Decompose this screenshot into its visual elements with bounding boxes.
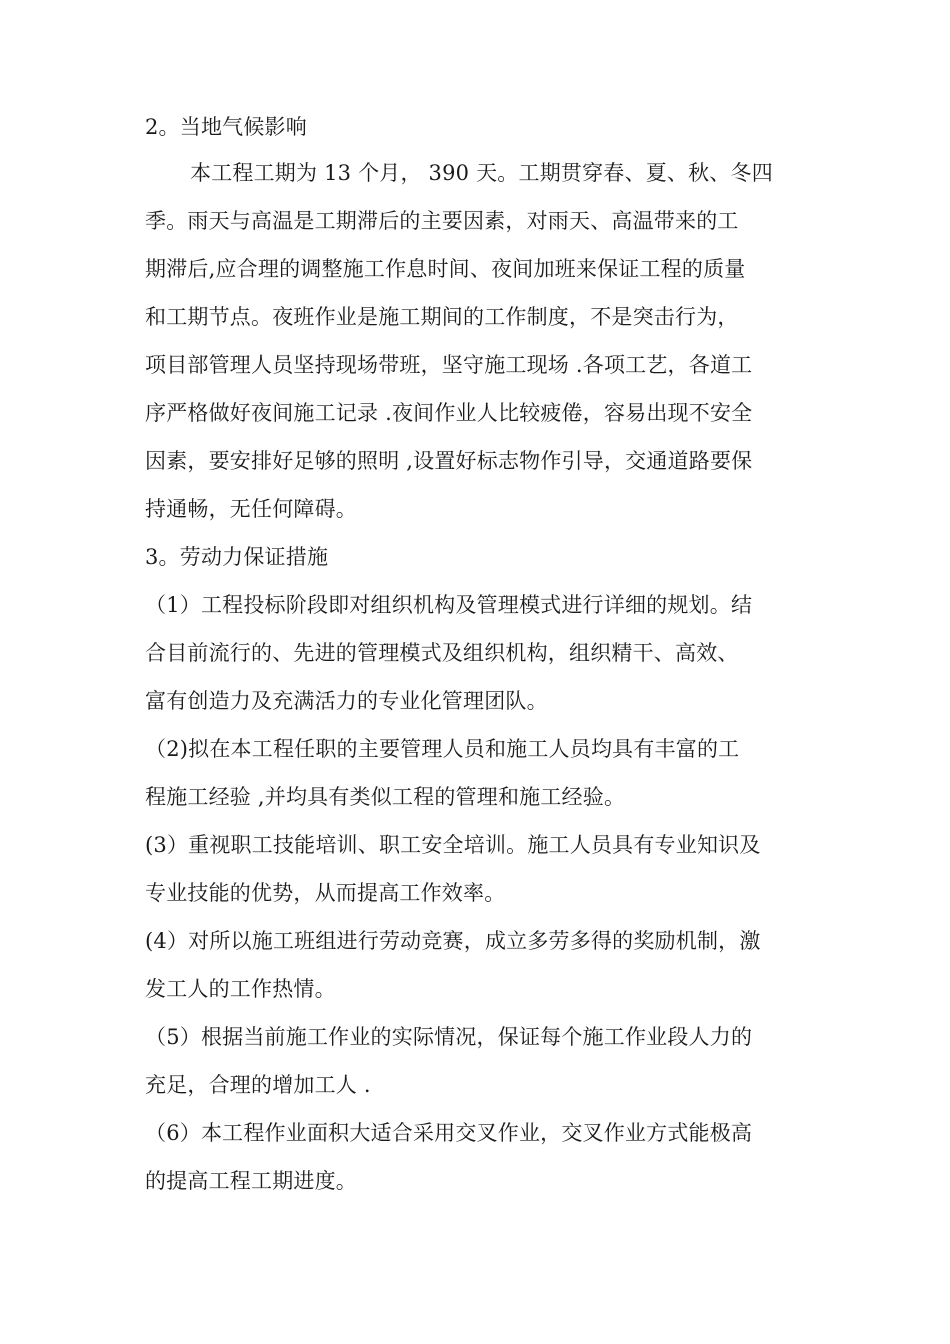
paragraph-line: 序严格做好夜间施工记录 .夜间作业人比较疲倦，容易出现不安全 [145,401,753,425]
list-item-line: (3）重视职工技能培训、职工安全培训。施工人员具有专业知识及 [145,833,761,857]
list-item-line: 发工人的工作热情。 [145,977,336,1001]
list-item-line: （5）根据当前施工作业的实际情况，保证每个施工作业段人力的 [145,1025,753,1049]
list-item-line: 充足，合理的增加工人 . [145,1073,371,1097]
list-item-line: 专业技能的优势，从而提高工作效率。 [145,881,506,905]
list-item-line: 程施工经验 ,并均具有类似工程的管理和施工经验。 [145,785,626,809]
list-item-line: 的提高工程工期进度。 [145,1169,357,1193]
paragraph-line: 季。雨天与高温是工期滞后的主要因素，对雨天、高温带来的工 [145,209,739,233]
paragraph-line: 持通畅，无任何障碍。 [145,497,357,521]
paragraph-line: 本工程工期为 13 个月， 390 天。工期贯穿春、夏、秋、冬四 [190,161,773,185]
list-item-line: （1）工程投标阶段即对组织机构及管理模式进行详细的规划。结 [145,593,753,617]
list-item-line: （6）本工程作业面积大适合采用交叉作业，交叉作业方式能极高 [145,1121,753,1145]
list-item-line: 合目前流行的、先进的管理模式及组织机构，组织精干、高效、 [145,641,739,665]
paragraph-line: 项目部管理人员坚持现场带班，坚守施工现场 .各项工艺，各道工 [145,353,753,377]
list-item-line: (4）对所以施工班组进行劳动竞赛，成立多劳多得的奖励机制，激 [145,929,761,953]
section-heading-climate: 2。当地气候影响 [145,115,307,139]
paragraph-line: 因素，要安排好足够的照明 ,设置好标志物作引导，交通道路要保 [145,449,753,473]
list-item-line: （2)拟在本工程任职的主要管理人员和施工人员均具有丰富的工 [145,737,740,761]
paragraph-line: 期滞后,应合理的调整施工作息时间、夜间加班来保证工程的质量 [145,257,746,281]
paragraph-line: 和工期节点。夜班作业是施工期间的工作制度，不是突击行为， [145,305,739,329]
list-item-line: 富有创造力及充满活力的专业化管理团队。 [145,689,548,713]
section-heading-labor: 3。劳动力保证措施 [145,545,329,569]
